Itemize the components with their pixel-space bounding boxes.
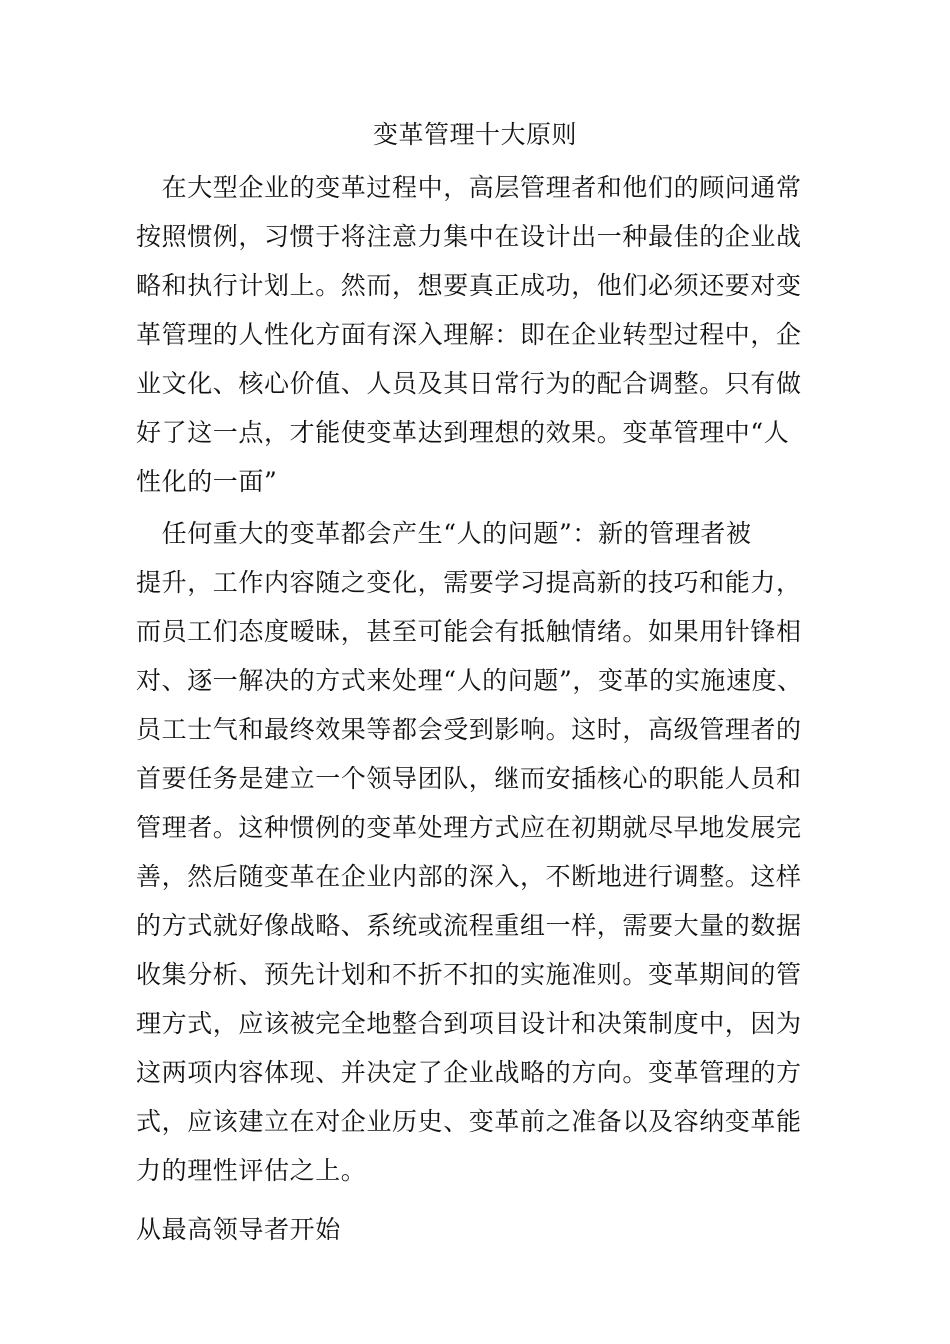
paragraph-line: 收集分析、预先计划和不折不扣的实施准则。变革期间的管	[136, 960, 802, 989]
paragraph-line: 任何重大的变革都会产生“人的问题”：新的管理者被	[136, 519, 752, 548]
paragraph-line: 业文化、核心价值、人员及其日常行为的配合调整。只有做	[136, 369, 802, 398]
section-heading: 从最高领导者开始	[136, 1215, 341, 1244]
paragraph-line: 略和执行计划上。然而，想要真正成功，他们必须还要对变	[136, 271, 802, 300]
paragraph-line: 善，然后随变革在企业内部的深入，不断地进行调整。这样	[136, 862, 802, 891]
paragraph-line: 员工士气和最终效果等都会受到影响。这时，高级管理者的	[136, 715, 802, 744]
document-title: 变革管理十大原则	[372, 120, 577, 149]
paragraph-line: 对、逐一解决的方式来处理“人的问题”，变革的实施速度、	[136, 666, 803, 695]
paragraph-line: 革管理的人性化方面有深入理解：即在企业转型过程中，企	[136, 320, 802, 349]
paragraph-line: 力的理性评估之上。	[136, 1156, 367, 1185]
paragraph-line: 而员工们态度暧昧，甚至可能会有抵触情绪。如果用针锋相	[136, 617, 802, 646]
paragraph-line: 首要任务是建立一个领导团队，继而安插核心的职能人员和	[136, 764, 802, 793]
paragraph-line: 性化的一面”	[136, 467, 278, 496]
paragraph-line: 式，应该建立在对企业历史、变革前之准备以及容纳变革能	[136, 1107, 802, 1136]
paragraph-intro	[136, 163, 836, 506]
paragraph-line: 管理者。这种惯例的变革处理方式应在初期就尽早地发展完	[136, 813, 802, 842]
paragraph-line: 的方式就好像战略、系统或流程重组一样，需要大量的数据	[136, 911, 802, 940]
paragraph-line: 这两项内容体现、并决定了企业战略的方向。变革管理的方	[136, 1058, 802, 1087]
paragraph-human-issues	[136, 509, 836, 1195]
paragraph-line: 好了这一点，才能使变革达到理想的效果。变革管理中“人	[136, 418, 790, 447]
paragraph-line: 在大型企业的变革过程中，高层管理者和他们的顾问通常	[136, 173, 802, 202]
paragraph-line: 按照惯例，习惯于将注意力集中在设计出一种最佳的企业战	[136, 222, 802, 251]
paragraph-line: 提升，工作内容随之变化，需要学习提高新的技巧和能力，	[136, 568, 802, 597]
paragraph-line: 理方式，应该被完全地整合到项目设计和决策制度中，因为	[136, 1009, 802, 1038]
